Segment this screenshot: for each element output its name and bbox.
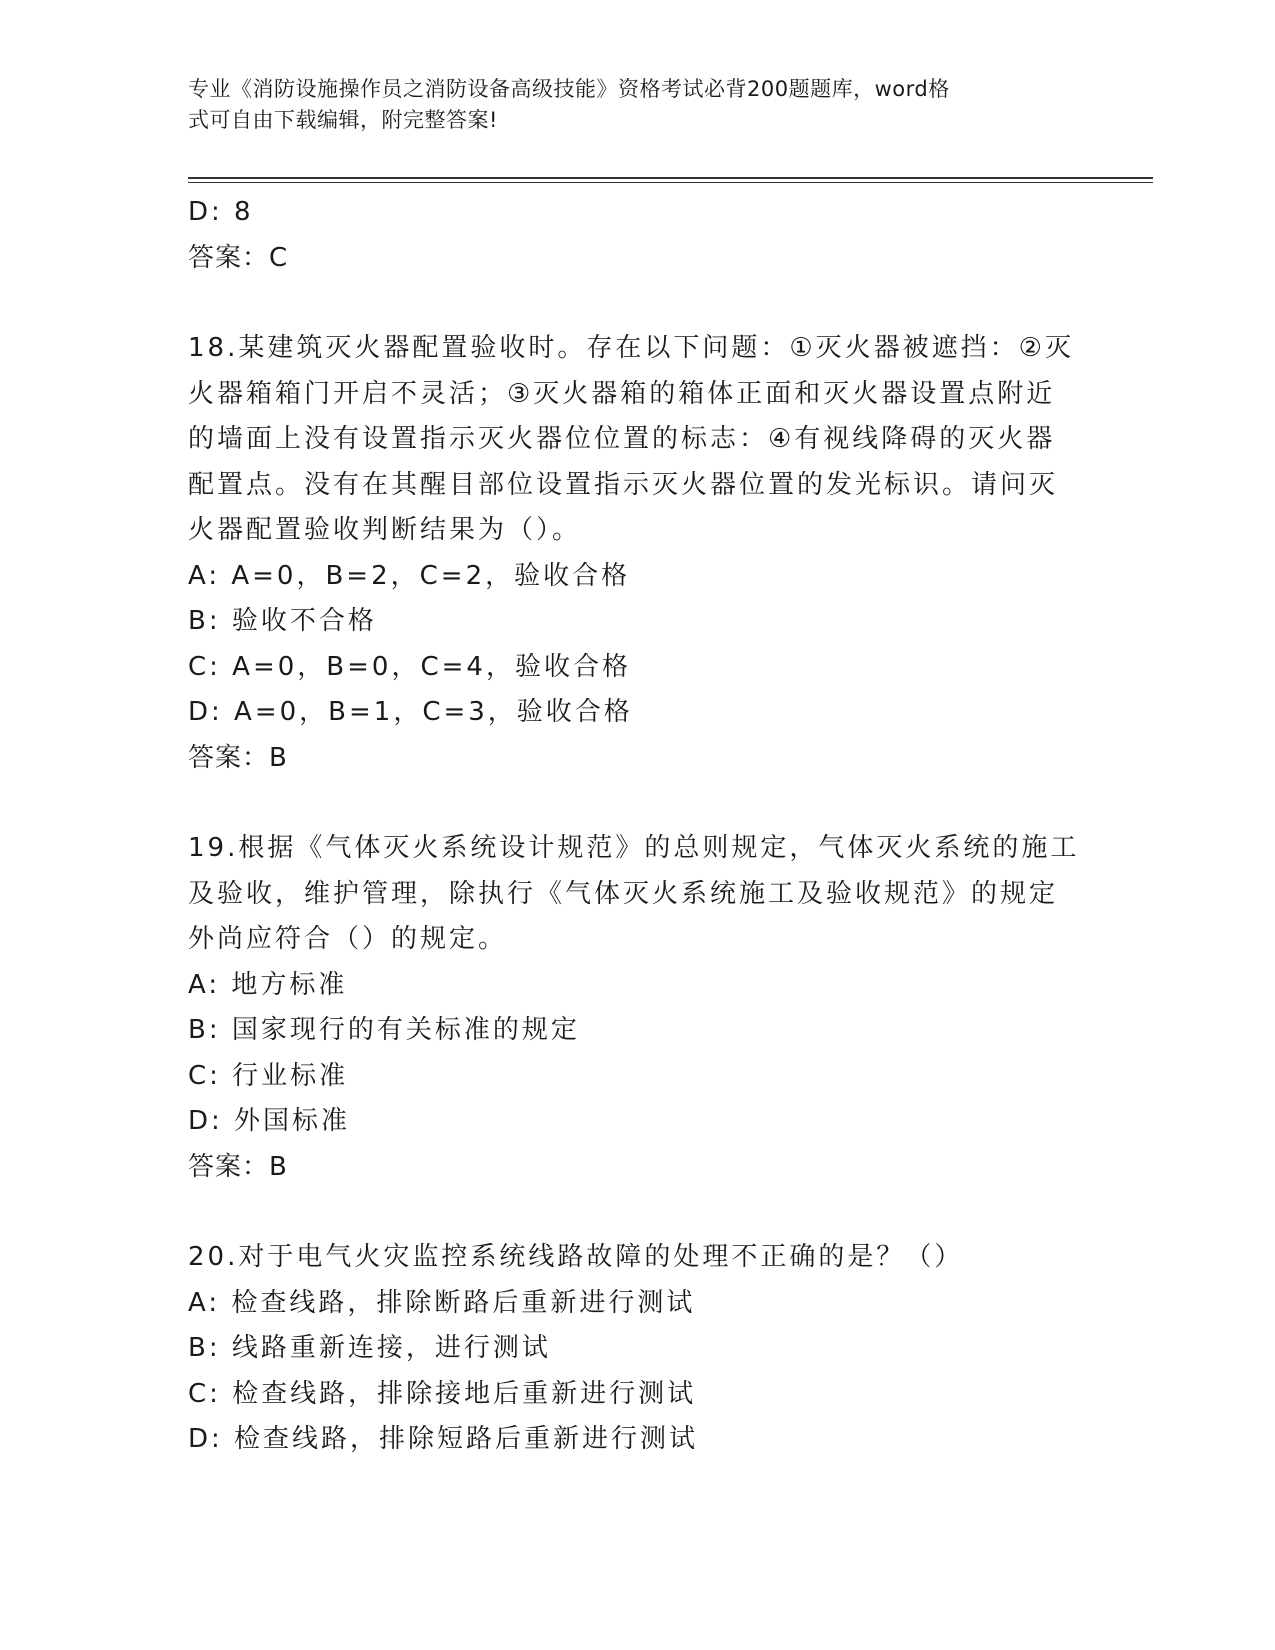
prev-question (188, 190, 1088, 281)
option-d: D: 8 (188, 197, 254, 227)
question-20 (188, 1235, 1088, 1463)
question-19 (188, 826, 1088, 1190)
question-line: 外尚应符合（）的规定。 (188, 924, 508, 954)
option-b: B: 国家现行的有关标准的规定 (188, 1015, 580, 1045)
spacer (188, 781, 1088, 826)
question-18 (188, 326, 1088, 781)
question-line: 19.根据《气体灭火系统设计规范》的总则规定，气体灭火系统的施工 (188, 833, 1080, 863)
question-text (188, 1235, 1088, 1281)
option-c: C: A=0，B=0，C=4，验收合格 (188, 651, 631, 682)
option-b: B: 验收不合格 (188, 606, 377, 636)
header-divider-thick (188, 177, 1153, 179)
question-line: 18.某建筑灭火器配置验收时。存在以下问题：①灭火器被遮挡：②灭 (188, 333, 1074, 363)
answer: 答案：B (188, 1151, 288, 1182)
question-line: 火器箱箱门开启不灵活；③灭火器箱的箱体正面和灭火器设置点附近 (188, 378, 1056, 409)
question-line: 的墙面上没有设置指示灭火器位位置的标志：④有视线降碍的灭火器 (188, 424, 1056, 454)
header-divider-thin (188, 182, 1153, 183)
answer: 答案：B (188, 742, 288, 773)
header-line-2: 式可自由下载编辑，附完整答案! (188, 108, 498, 132)
question-text (188, 326, 1088, 554)
answer: 答案：C (188, 242, 289, 273)
question-line: 火器配置验收判断结果为（）。 (188, 515, 582, 545)
option-d: D: 外国标准 (188, 1106, 351, 1136)
header-line-1: 专业《消防设施操作员之消防设备高级技能》资格考试必背200题题库，word格 (188, 77, 950, 101)
question-line: 配置点。没有在其醒目部位设置指示灭火器位置的发光标识。请问灭 (188, 469, 1059, 500)
option-d: D: A=0，B=1，C=3，验收合格 (188, 697, 633, 727)
option-c: C: 行业标准 (188, 1060, 349, 1091)
option-d: D: 检查线路，排除短路后重新进行测试 (188, 1424, 699, 1454)
option-a: A: 地方标准 (188, 969, 348, 1000)
option-b: B: 线路重新连接，进行测试 (188, 1333, 551, 1363)
question-text (188, 826, 1088, 963)
document-header (188, 74, 1068, 136)
spacer (188, 1190, 1088, 1235)
option-a: A: A=0，B=2，C=2，验收合格 (188, 560, 631, 591)
question-line: 20.对于电气火灾监控系统线路故障的处理不正确的是？（） (188, 1242, 964, 1272)
spacer (188, 281, 1088, 326)
option-c: C: 检查线路，排除接地后重新进行测试 (188, 1378, 697, 1409)
question-line: 及验收，维护管理，除执行《气体灭火系统施工及验收规范》的规定 (188, 878, 1059, 909)
option-a: A: 检查线路，排除断路后重新进行测试 (188, 1287, 696, 1318)
question-content (188, 190, 1088, 1463)
